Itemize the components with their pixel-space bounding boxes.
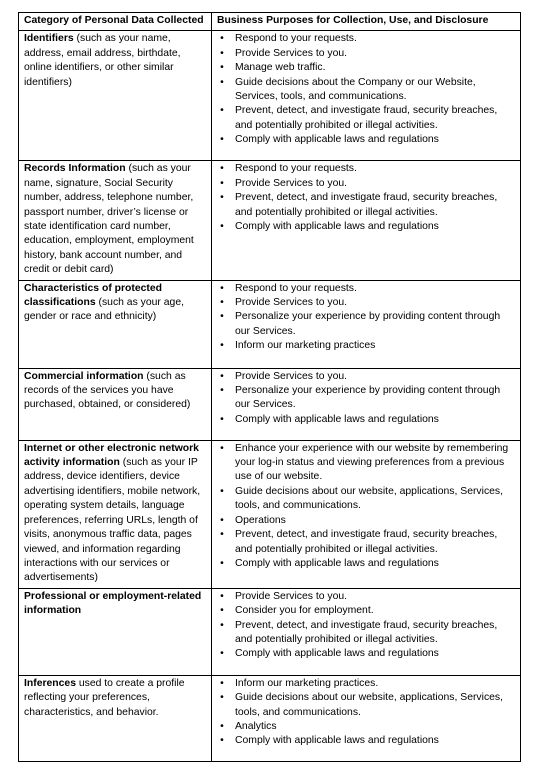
category-cell bbox=[19, 31, 212, 161]
list-item bbox=[217, 557, 516, 571]
list-item bbox=[217, 162, 516, 176]
purpose-text: Inform our marketing practices bbox=[235, 340, 376, 352]
bullet-icon: • bbox=[220, 177, 224, 189]
list-item bbox=[217, 370, 516, 384]
bullet-icon: • bbox=[220, 62, 224, 74]
purpose-text: Prevent, detect, and investigate fraud, security breaches, and potentially prohibited or illegal activities. bbox=[235, 105, 498, 131]
purpose-text: Personalize your experience by providing content through our Services. bbox=[235, 311, 501, 337]
list-item bbox=[217, 677, 516, 691]
bullet-icon: • bbox=[220, 648, 224, 660]
list-item bbox=[217, 485, 516, 514]
bullet-icon: • bbox=[220, 340, 224, 352]
bullet-icon: • bbox=[220, 47, 224, 59]
purpose-text: Inform our marketing practices. bbox=[235, 677, 379, 689]
list-item bbox=[217, 191, 516, 220]
category-cell bbox=[19, 588, 212, 675]
bullet-icon: • bbox=[220, 619, 224, 631]
purpose-list bbox=[217, 442, 516, 572]
category-description: used to create a profile reflecting your preferences, characteristics, and behavior. bbox=[24, 677, 185, 718]
list-item bbox=[217, 296, 516, 310]
purpose-text: Consider you for employment. bbox=[235, 605, 374, 617]
purpose-list bbox=[217, 590, 516, 662]
table-row bbox=[19, 368, 521, 440]
category-title: Records Information bbox=[24, 163, 126, 175]
purpose-list bbox=[217, 282, 516, 354]
table-row bbox=[19, 280, 521, 368]
purposes-cell bbox=[212, 31, 521, 161]
purposes-cell bbox=[212, 161, 521, 280]
category-title: Identifiers bbox=[24, 33, 74, 45]
bullet-icon: • bbox=[220, 33, 224, 45]
category-description: (such as your name, address, email address, birthdate, online identifiers, or other similar identifiers) bbox=[24, 33, 181, 88]
purpose-text: Prevent, detect, and investigate fraud, security breaches, and potentially prohibited or illegal activities. bbox=[235, 619, 498, 645]
bullet-icon: • bbox=[220, 735, 224, 747]
purpose-text: Comply with applicable laws and regulations bbox=[235, 221, 439, 233]
category-title: Professional or employment-related information bbox=[24, 590, 202, 617]
bullet-icon: • bbox=[220, 192, 224, 204]
list-item bbox=[217, 413, 516, 427]
purpose-text: Prevent, detect, and investigate fraud, security breaches, and potentially prohibited or illegal activities. bbox=[235, 192, 498, 218]
list-item bbox=[217, 282, 516, 296]
purpose-text: Provide Services to you. bbox=[235, 590, 348, 602]
list-item bbox=[217, 76, 516, 105]
header-purposes: Business Purposes for Collection, Use, and Disclosure bbox=[212, 13, 521, 31]
purpose-text: Enhance your experience with our website by remembering your log-in status and viewing preferences from a previous use of our website. bbox=[235, 442, 509, 483]
purposes-cell bbox=[212, 588, 521, 675]
header-category: Category of Personal Data Collected bbox=[19, 13, 212, 31]
purpose-text: Guide decisions about our website, applications, Services, tools, and communications. bbox=[235, 692, 503, 718]
bullet-icon: • bbox=[220, 370, 224, 382]
purpose-text: Provide Services to you. bbox=[235, 370, 348, 382]
purpose-text: Respond to your requests. bbox=[235, 33, 357, 45]
category-cell bbox=[19, 440, 212, 588]
category-cell bbox=[19, 368, 212, 440]
list-item bbox=[217, 220, 516, 234]
list-item bbox=[217, 647, 516, 661]
bullet-icon: • bbox=[220, 297, 224, 309]
list-item bbox=[217, 604, 516, 618]
category-cell bbox=[19, 280, 212, 368]
purpose-text: Provide Services to you. bbox=[235, 177, 348, 189]
list-item bbox=[217, 720, 516, 734]
category-cell bbox=[19, 161, 212, 280]
list-item bbox=[217, 47, 516, 61]
list-item bbox=[217, 528, 516, 557]
category-cell bbox=[19, 675, 212, 761]
category-description: (such as your name, signature, Social Security number, address, telephone number, passport number, driver’s license or state identification card number, education, employment, employment history, bank account number, and credit or debit card) bbox=[24, 163, 194, 276]
bullet-icon: • bbox=[220, 282, 224, 294]
list-item bbox=[217, 133, 516, 147]
table-row bbox=[19, 31, 521, 161]
category-description: (such as your age, gender or race and ethnicity) bbox=[24, 297, 184, 323]
bullet-icon: • bbox=[220, 221, 224, 233]
table-row bbox=[19, 161, 521, 280]
list-item bbox=[217, 177, 516, 191]
bullet-icon: • bbox=[220, 605, 224, 617]
bullet-icon: • bbox=[220, 677, 224, 689]
purpose-text: Manage web traffic. bbox=[235, 62, 326, 74]
list-item bbox=[217, 61, 516, 75]
purpose-text: Respond to your requests. bbox=[235, 282, 357, 294]
purpose-text: Comply with applicable laws and regulations bbox=[235, 413, 439, 425]
bullet-icon: • bbox=[220, 529, 224, 541]
purpose-text: Analytics bbox=[235, 720, 277, 732]
purpose-text: Guide decisions about our website, applications, Services, tools, and communications. bbox=[235, 485, 503, 512]
purpose-text: Personalize your experience by providing content through our Services. bbox=[235, 385, 501, 411]
table-row bbox=[19, 440, 521, 588]
purposes-cell bbox=[212, 280, 521, 368]
purpose-text: Prevent, detect, and investigate fraud, security breaches, and potentially prohibited or illegal activities. bbox=[235, 529, 498, 555]
list-item bbox=[217, 734, 516, 748]
table-header-row bbox=[19, 13, 521, 31]
purpose-text: Provide Services to you. bbox=[235, 297, 348, 309]
purpose-text: Comply with applicable laws and regulations bbox=[235, 557, 439, 569]
list-item bbox=[217, 104, 516, 133]
bullet-icon: • bbox=[220, 311, 224, 323]
bullet-icon: • bbox=[220, 442, 224, 454]
purpose-text: Comply with applicable laws and regulations bbox=[235, 735, 439, 747]
category-title: Commercial information bbox=[24, 370, 144, 382]
category-description: (such as records of the services you have purchased, obtained, or considered) bbox=[24, 370, 191, 411]
purpose-list bbox=[217, 370, 516, 428]
list-item bbox=[217, 32, 516, 46]
purposes-cell bbox=[212, 368, 521, 440]
bullet-icon: • bbox=[220, 485, 224, 497]
bullet-icon: • bbox=[220, 692, 224, 704]
table-row bbox=[19, 588, 521, 675]
bullet-icon: • bbox=[220, 105, 224, 117]
purpose-list bbox=[217, 162, 516, 234]
bullet-icon: • bbox=[220, 76, 224, 88]
bullet-icon: • bbox=[220, 134, 224, 146]
purpose-text: Operations bbox=[235, 514, 286, 526]
purposes-cell bbox=[212, 675, 521, 761]
list-item bbox=[217, 619, 516, 648]
list-item bbox=[217, 442, 516, 485]
list-item bbox=[217, 590, 516, 604]
bullet-icon: • bbox=[220, 557, 224, 569]
category-description: (such as your IP address, device identifiers, device advertising identifiers, mobile network, operating system details, language preferences, referring URLs, length of visits, anonymous traffic data, pages viewed, and information regarding interactions with our services or advertisements) bbox=[24, 457, 201, 584]
purpose-list bbox=[217, 32, 516, 147]
category-title: Characteristics of protected classifications bbox=[24, 282, 163, 309]
purpose-text: Respond to your requests. bbox=[235, 163, 357, 175]
category-title: Inferences bbox=[24, 677, 76, 689]
purpose-text: Provide Services to you. bbox=[235, 47, 348, 59]
table-row bbox=[19, 675, 521, 761]
bullet-icon: • bbox=[220, 413, 224, 425]
bullet-icon: • bbox=[220, 385, 224, 397]
list-item bbox=[217, 339, 516, 353]
purpose-text: Comply with applicable laws and regulations bbox=[235, 648, 439, 660]
category-title: Internet or other electronic network activity information bbox=[24, 442, 199, 469]
personal-data-table bbox=[18, 12, 521, 762]
purposes-cell bbox=[212, 440, 521, 588]
list-item bbox=[217, 384, 516, 413]
list-item bbox=[217, 691, 516, 720]
purpose-list bbox=[217, 677, 516, 749]
list-item bbox=[217, 310, 516, 339]
purpose-text: Comply with applicable laws and regulations bbox=[235, 134, 439, 146]
bullet-icon: • bbox=[220, 163, 224, 175]
bullet-icon: • bbox=[220, 720, 224, 732]
bullet-icon: • bbox=[220, 514, 224, 526]
list-item bbox=[217, 514, 516, 528]
purpose-text: Guide decisions about the Company or our Website, Services, tools, and communications. bbox=[235, 76, 476, 103]
bullet-icon: • bbox=[220, 590, 224, 602]
